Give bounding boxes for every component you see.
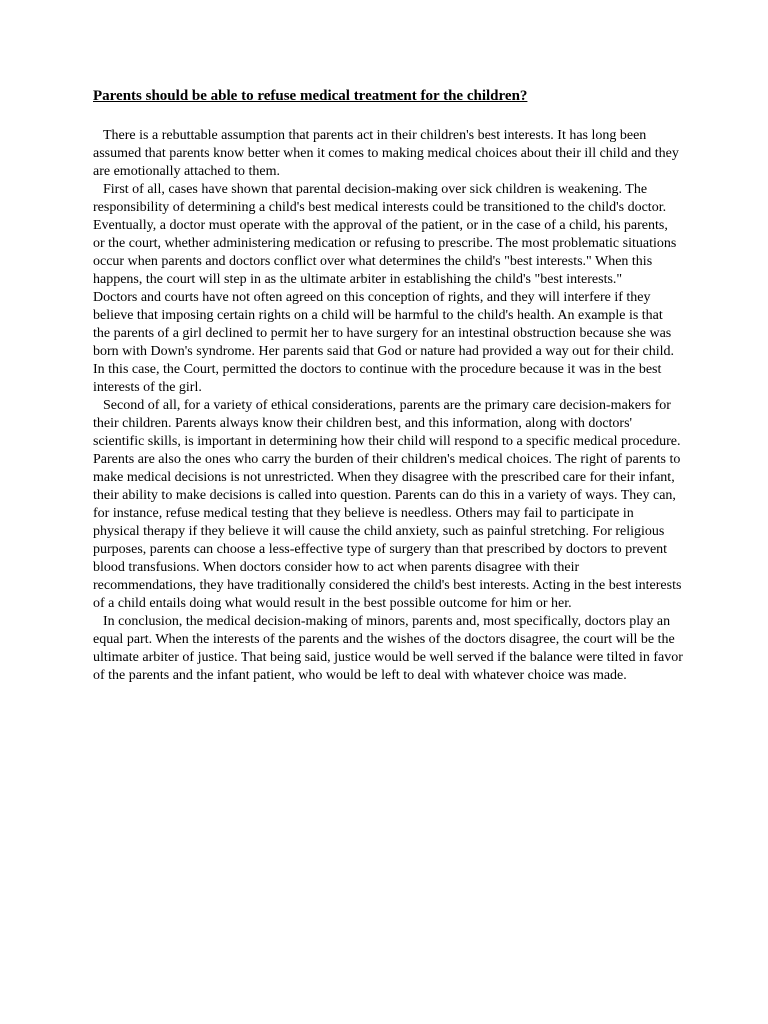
- document-title: Parents should be able to refuse medical treatment for the children?: [93, 88, 528, 104]
- paragraph-example: Doctors and courts have not often agreed on this conception of rights, and they will interfere if they believe that imposing certain rights on a child will be harmful to the child's health. An example is that the parents of a girl declined to permit her to have surgery for an intestinal obstruction because she was born with Down's syndrome. Her parents said that God or nature had provided a way out for their child. In this case, the Court, permitted the doctors to continue with the procedure because it was in the best interests of the girl.: [93, 290, 675, 395]
- document-body: [93, 127, 683, 685]
- paragraph-second-point: Second of all, for a variety of ethical considerations, parents are the primary care decision-makers for their children. Parents always know their children best, and this information, along with doctors' scientific skills, is important in determining how their child will respond to a specific medical procedure. Parents are also the ones who carry the burden of their children's medical choices. The right of parents to make medical decisions is not unrestricted. When they disagree with the prescribed care for their infant, their ability to make decisions is called into question. Parents can do this in a variety of ways. They can, for instance, refuse medical testing that they believe is needless. Others may fail to participate in physical therapy if they believe it will cause the child anxiety, such as painful stretching. For religious purposes, parents can choose a less-effective type of surgery than that prescribed by doctors to prevent blood transfusions. When doctors consider how to act when parents disagree with their recommendations, they have traditionally considered the child's best interests. Acting in the best interests of a child entails doing what would result in the best possible outcome for him or her.: [93, 398, 682, 611]
- paragraph-intro: There is a rebuttable assumption that parents act in their children's best interests. It has long been assumed that parents know better when it comes to making medical choices about their ill child and they are emotionally attached to them.: [93, 128, 679, 179]
- paragraph-conclusion: In conclusion, the medical decision-making of minors, parents and, most specifically, doctors play an equal part. When the interests of the parents and the wishes of the doctors disagree, the court will be the ultimate arbiter of justice. That being said, justice would be well served if the balance were tilted in favor of the parents and the infant patient, who would be left to deal with whatever choice was made.: [93, 614, 683, 683]
- paragraph-first-point: First of all, cases have shown that parental decision-making over sick children is weakening. The responsibility of determining a child's best medical interests could be transitioned to the child's doctor. Eventually, a doctor must operate with the approval of the patient, or in the case of a child, his parents, or the court, whether administering medication or refusing to prescribe. The most problematic situations occur when parents and doctors conflict over what determines the child's "best interests." When this happens, the court will step in as the ultimate arbiter in establishing the child's "best interests.": [93, 182, 677, 287]
